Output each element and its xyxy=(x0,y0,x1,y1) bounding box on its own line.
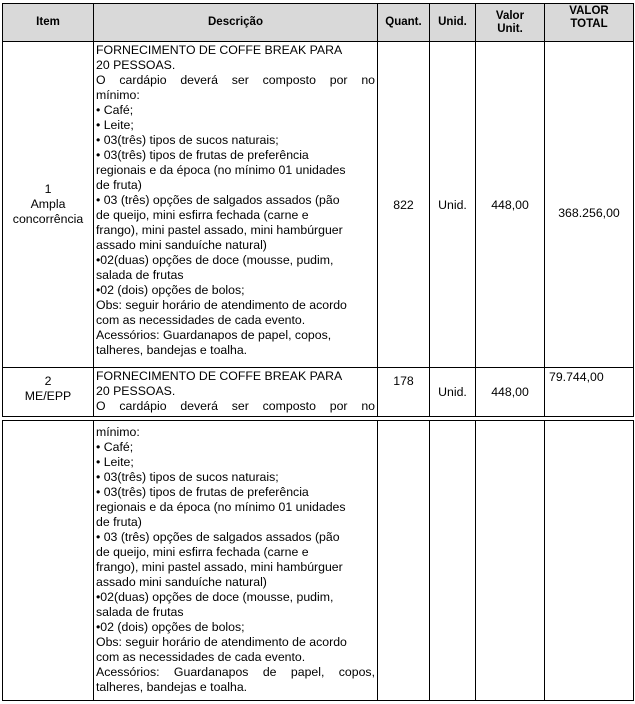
item-type: concorrência xyxy=(12,212,84,226)
desc-line: • 03 (três) opções de salgados assados (pão xyxy=(96,530,340,544)
desc-line: de queijo, mini esfirra fechada (carne e xyxy=(96,208,309,222)
desc-line: •02 (dois) opções de bolos; xyxy=(96,620,245,634)
desc-line: mínimo: xyxy=(96,425,140,439)
header-descricao: Descrição xyxy=(94,4,378,42)
desc-line: talheres, bandejas e toalha. xyxy=(96,343,248,357)
unit-price-cell: 448,00 xyxy=(476,368,545,417)
desc-line: mínimo: xyxy=(96,88,140,102)
desc-line: regionais e da época (no mínimo 01 unidades xyxy=(96,500,346,514)
description-cell xyxy=(94,421,378,701)
item-type: Ampla xyxy=(30,197,66,211)
desc-line: de fruta) xyxy=(96,178,142,192)
desc-line: 20 PESSOAS. xyxy=(96,58,176,72)
desc-line: • Café; xyxy=(96,440,134,454)
quantity-cell xyxy=(378,421,430,701)
desc-line: • Café; xyxy=(96,103,134,117)
item-cell xyxy=(3,421,94,701)
quantity-cell: 822 xyxy=(378,42,430,368)
item-number: 1 xyxy=(44,182,52,196)
quantity-cell: 178 xyxy=(378,368,430,417)
header-quant: Quant. xyxy=(378,4,430,42)
header-row xyxy=(3,4,634,42)
total-price-cell: 79.744,00 xyxy=(545,368,634,417)
header-unid: Unid. xyxy=(430,4,476,42)
desc-line: FORNECIMENTO DE COFFE BREAK PARA xyxy=(96,43,343,57)
header-valor-total-line1: VALOR xyxy=(569,5,609,17)
desc-line: • Leite; xyxy=(96,455,134,469)
table-row xyxy=(3,42,634,368)
header-valor-total xyxy=(545,4,634,42)
desc-line: regionais e da época (no mínimo 01 unidades xyxy=(96,163,346,177)
desc-line: • 03 (três) opções de salgados assados (pão xyxy=(96,193,340,207)
price-table xyxy=(2,3,634,701)
item-cell xyxy=(3,368,94,417)
desc-line: com as necessidades de cada evento. xyxy=(96,650,306,664)
header-valor-unit xyxy=(476,4,545,42)
desc-line: • 03(três) tipos de frutas de preferência xyxy=(96,485,309,499)
desc-line: salada de frutas xyxy=(96,268,184,282)
unit-price-cell: 448,00 xyxy=(476,42,545,368)
desc-line: Obs: seguir horário de atendimento de acordo xyxy=(96,298,347,312)
header-item: Item xyxy=(3,4,94,42)
desc-line: O cardápio deverá ser composto por no xyxy=(96,399,375,413)
desc-line: frango), mini pastel assado, mini hambúrguer xyxy=(96,223,343,237)
desc-line: assado mini sanduíche natural) xyxy=(96,238,267,252)
unit-cell xyxy=(430,421,476,701)
unit-cell: Unid. xyxy=(430,42,476,368)
desc-line: •02 (dois) opções de bolos; xyxy=(96,283,245,297)
desc-line: de queijo, mini esfirra fechada (carne e xyxy=(96,545,309,559)
table-row xyxy=(3,421,634,701)
description-cell xyxy=(94,42,378,368)
desc-line: frango), mini pastel assado, mini hambúrguer xyxy=(96,560,343,574)
desc-line: • 03(três) tipos de sucos naturais; xyxy=(96,470,279,484)
desc-line: • 03(três) tipos de sucos naturais; xyxy=(96,133,279,147)
desc-line: •02(duas) opções de doce (mousse, pudim, xyxy=(96,253,334,267)
item-type: ME/EPP xyxy=(24,389,72,403)
description-cell xyxy=(94,368,378,417)
unit-cell: Unid. xyxy=(430,368,476,417)
desc-line: de fruta) xyxy=(96,515,142,529)
desc-line: FORNECIMENTO DE COFFE BREAK PARA xyxy=(96,369,343,383)
desc-line: assado mini sanduíche natural) xyxy=(96,575,267,589)
desc-line: O cardápio deverá ser composto por no xyxy=(96,73,375,87)
desc-line: 20 PESSOAS. xyxy=(96,384,176,398)
header-valor-unit-line2: Unit. xyxy=(497,22,523,35)
desc-line: com as necessidades de cada evento. xyxy=(96,313,306,327)
desc-line: •02(duas) opções de doce (mousse, pudim, xyxy=(96,590,334,604)
item-number: 2 xyxy=(44,374,52,388)
table-row xyxy=(3,368,634,417)
header-valor-total-line2: TOTAL xyxy=(570,18,608,30)
desc-line: talheres, bandejas e toalha. xyxy=(96,680,248,694)
desc-line: Acessórios: Guardanapos de papel, copos, xyxy=(96,665,375,679)
unit-price-cell xyxy=(476,421,545,701)
total-price-cell: 368.256,00 xyxy=(545,42,634,368)
desc-line: Acessórios: Guardanapos de papel, copos, xyxy=(96,328,332,342)
desc-line: • Leite; xyxy=(96,118,134,132)
item-cell xyxy=(3,42,94,368)
desc-line: Obs: seguir horário de atendimento de acordo xyxy=(96,635,347,649)
header-valor-unit-line1: Valor xyxy=(495,9,525,22)
desc-line: • 03(três) tipos de frutas de preferência xyxy=(96,148,309,162)
total-price-cell xyxy=(545,421,634,701)
desc-line: salada de frutas xyxy=(96,605,184,619)
